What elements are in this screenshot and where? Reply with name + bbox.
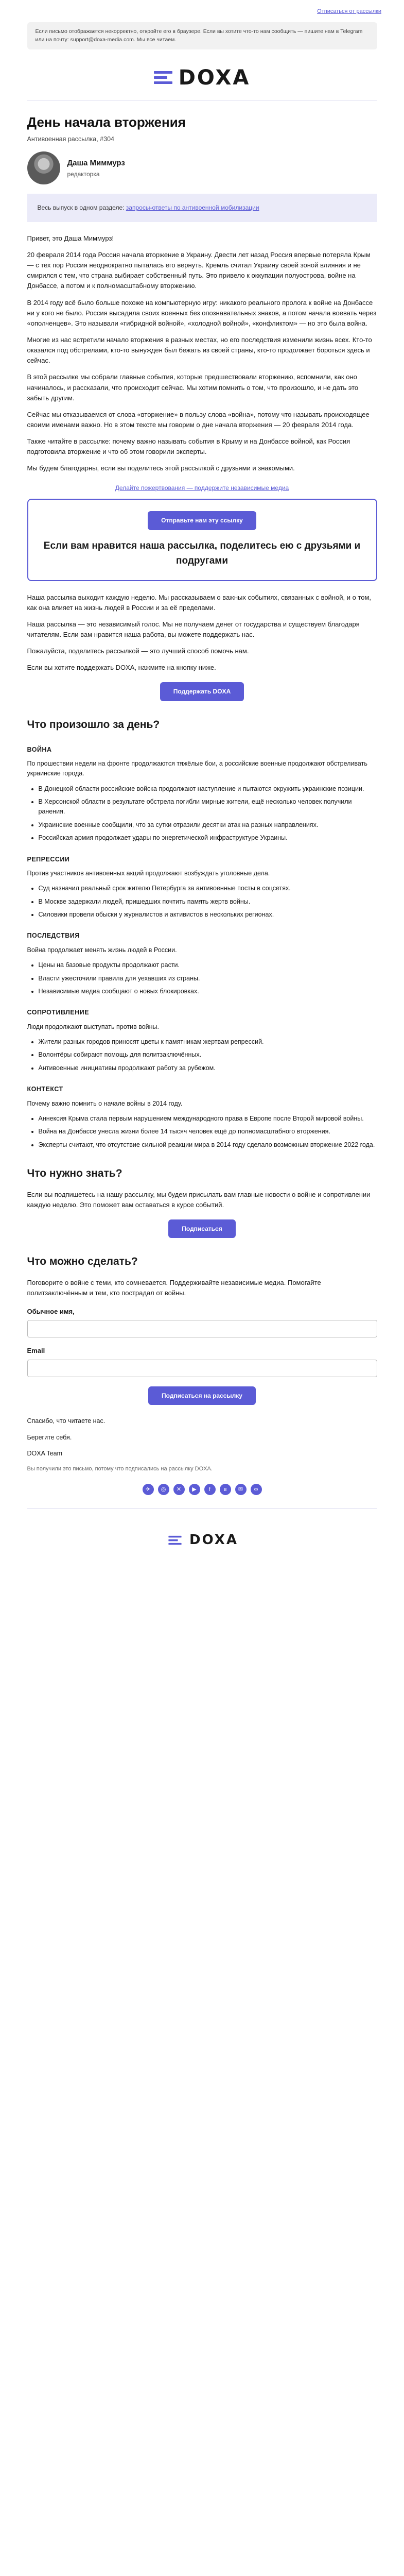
intro-paragraph: 20 февраля 2014 года Россия начала вторжение в Украину. Двести лет назад Россия впервые потеряла Крым — с тех пор Россия неоднократно пыталась его вернуть. Кремль считал Украину своей зоной влияния и не смирился с тем, что страна выбирает собственный путь. Это привело к оккупации полуострова, войне на Донбассе, а потом и к полномасштабному вторжению. <box>27 250 371 290</box>
list-item: • В Херсонской области в результате обстрела погибли мирные жители, ещё несколько человек получили ранения. <box>39 797 377 817</box>
list-item: • Суд назначил реальный срок жителю Петербурга за антивоенные посты в соцсетях. <box>39 884 377 893</box>
name-field-label: Обычное имя, <box>27 1308 75 1316</box>
action-heading: Что можно сделать? <box>27 1256 138 1268</box>
list-item: • Эксперты считают, что отсутствие сильной реакции мира в 2014 году сделало возможным вторжение 2022 года. <box>39 1140 377 1150</box>
section-heading: Что произошло за день? <box>27 719 160 731</box>
share-button[interactable]: Отправьте нам эту ссылку <box>148 511 256 530</box>
news-block-consequences <box>27 931 377 996</box>
support-row <box>27 682 377 701</box>
list-item: • Жители разных городов приносят цветы к памятникам жертвам репрессий. <box>39 1037 377 1047</box>
email-field-label: Email <box>27 1347 45 1355</box>
logo-icon <box>154 70 172 86</box>
signoff-small: Вы получили это письмо, потому что подписались на рассылку DOXA. <box>27 1466 213 1472</box>
block-summary: Почему важно помнить о начале войны в 2014 году. <box>27 1099 183 1107</box>
instagram-icon[interactable]: ◎ <box>158 1484 169 1495</box>
block-summary: Против участников антивоенных акций продолжают возбуждать уголовные дела. <box>27 869 270 877</box>
brand-name: DOXA <box>178 65 251 90</box>
block-list <box>39 960 377 996</box>
email-field[interactable] <box>27 1360 377 1377</box>
facebook-icon[interactable]: f <box>204 1484 216 1495</box>
cta-paragraph: Пожалуйста, поделитесь рассылкой — это лучший способ помочь нам. <box>27 647 249 655</box>
block-summary: Люди продолжают выступать против войны. <box>27 1023 159 1030</box>
intro-paragraph: Многие из нас встретили начало вторжения в разных местах, но его последствия изменили жизнь всех. Кто-то оказался под обстрелами, кто-то вынужден был бежать из своей страны, кто-то продолжает бороться здесь и сейчас. <box>27 335 372 365</box>
knowing-heading: Что нужно знать? <box>27 1167 122 1180</box>
list-item: • Волонтёры собирают помощь для политзаключённых. <box>39 1050 377 1060</box>
donate-link-row <box>27 483 377 493</box>
promo-link[interactable]: запросы-ответы по антивоенной мобилизации <box>126 204 259 212</box>
news-block-war <box>27 745 377 843</box>
knowing-text: Если вы подпишетесь на нашу рассылку, мы будем присылать вам главные новости о войне и сопротивлении каждую неделю. Это поможет вам оставаться в курсе событий. <box>27 1190 371 1209</box>
footer-brand <box>27 1522 377 1571</box>
brand-header <box>27 55 377 100</box>
promo-text: Весь выпуск в одном разделе: <box>37 204 126 212</box>
block-list <box>39 784 377 843</box>
news-block-resistance <box>27 1008 377 1073</box>
logo-icon <box>168 1535 181 1546</box>
support-button[interactable]: Поддержать DOXA <box>160 682 244 701</box>
list-item: • Власти ужесточили правила для уехавших из страны. <box>39 974 377 984</box>
intro-paragraph: Сейчас мы отказываемся от слова «вторжение» в пользу слова «война», потому что называть происходящее своими именами важно. Но в этом тексте мы говорим о дне начала вторжения — 20 февраля 2014 года. <box>27 410 370 429</box>
promo-box <box>27 194 377 222</box>
intro-paragraph: Также читайте в рассылке: почему важно называть события в Крыму и на Донбассе войной, как Россия подготовила вторжение и что об этом говорили эксперты. <box>27 437 350 456</box>
page <box>27 22 377 1571</box>
block-label: СОПРОТИВЛЕНИЕ <box>27 1009 90 1016</box>
intro-section <box>27 233 377 474</box>
name-field[interactable] <box>27 1320 377 1337</box>
unsubscribe-link[interactable]: Отписаться от рассылки <box>317 8 381 14</box>
block-list <box>39 1037 377 1073</box>
mail-icon[interactable]: ✉ <box>235 1484 247 1495</box>
list-item: • Силовики провели обыски у журналистов и активистов в нескольких регионах. <box>39 910 377 920</box>
submit-button[interactable]: Подписаться на рассылку <box>148 1386 256 1405</box>
avatar <box>27 151 60 184</box>
list-item: • Независимые медиа сообщают о новых блокировках. <box>39 987 377 996</box>
social-links <box>27 1484 377 1495</box>
donate-link[interactable]: Делайте пожертвования — поддержите независимые медиа <box>115 484 289 492</box>
intro-paragraph: Привет, это Даша Миммурз! <box>27 234 114 242</box>
signoff-line: Берегите себя. <box>27 1433 72 1441</box>
list-item: • В Донецкой области российские войска продолжают наступление и пытаются окружить украинские позиции. <box>39 784 377 794</box>
cta-paragraph: Наша рассылка выходит каждую неделю. Мы рассказываем о важных событиях, связанных с войной, и о том, как она влияет на жизнь людей в России и за её пределами. <box>27 593 372 612</box>
list-item: • Война на Донбассе унесла жизни более 14 тысяч человек ещё до полномасштабного вторжения. <box>39 1127 377 1137</box>
subscribe-button[interactable]: Подписаться <box>168 1219 235 1239</box>
share-title: Если вам нравится наша рассылка, поделитесь ею с друзьями и подругами <box>43 540 361 567</box>
topbar <box>0 0 404 19</box>
list-item: • В Москве задержали людей, пришедших почтить память жертв войны. <box>39 897 377 907</box>
block-summary: По прошествии недели на фронте продолжаются тяжёлые бои, а российские военные продолжают обстреливать украинские города. <box>27 759 367 777</box>
block-label: КОНТЕКСТ <box>27 1086 63 1093</box>
list-item: • Украинские военные сообщили, что за сутки отразили десятки атак на разных направлениях. <box>39 820 377 830</box>
action-text: Поговорите о войне с теми, кто сомневается. Поддерживайте независимые медиа. Помогайте политзаключённым и тем, кто пострадал от войны. <box>27 1279 321 1297</box>
share-cta <box>27 499 377 581</box>
intro-paragraph: Мы будем благодарны, если вы поделитесь этой рассылкой с друзьями и знакомыми. <box>27 464 295 472</box>
block-list <box>39 1114 377 1150</box>
list-item: • Антивоенные инициативы продолжают работу за рубежом. <box>39 1063 377 1073</box>
news-block-context <box>27 1084 377 1150</box>
signoff <box>27 1416 377 1473</box>
list-item: • Российская армия продолжает удары по энергетической инфраструктуре Украины. <box>39 833 377 843</box>
news-block-repressions <box>27 855 377 920</box>
signoff-line: DOXA Team <box>27 1449 63 1457</box>
link-icon[interactable]: ∞ <box>251 1484 262 1495</box>
author-role: редакторка <box>67 170 100 178</box>
page-title: День начала вторжения <box>27 114 186 130</box>
author-name: Даша Миммурз <box>67 159 125 168</box>
youtube-icon[interactable]: ▶ <box>189 1484 200 1495</box>
twitter-icon[interactable]: ✕ <box>173 1484 185 1495</box>
intro-paragraph: В 2014 году всё было больше похоже на компьютерную игру: никакого реального пролога к войне на Донбассе ни у кого не было. Россия высадила своих военных без опознавательных знаков, а потом начала воевать через «ополченцев». Это называли «гибридной войной», «холодной войной», «конфликтом» — но это была война. <box>27 298 377 327</box>
block-label: ПОСЛЕДСТВИЯ <box>27 932 80 940</box>
cta-paragraph: Наша рассылка — это независимый голос. Мы не получаем денег от государства и существуем благодаря читателям. Если вам нравится наша работа, вы можете поддержать нас. <box>27 620 360 638</box>
notice-banner: Если письмо отображается некорректно, откройте его в браузере. Если вы хотите что-то нам сообщить — пишите нам в Telegram или на почту: support@doxa-media.com. Мы все читаем. <box>27 22 377 49</box>
list-item: • Цены на базовые продукты продолжают расти. <box>39 960 377 970</box>
block-label: РЕПРЕССИИ <box>27 855 70 863</box>
block-label: ВОЙНА <box>27 745 52 753</box>
signoff-line: Спасибо, что читаете нас. <box>27 1417 106 1425</box>
author-block <box>27 151 377 184</box>
subscribe-row <box>27 1219 377 1239</box>
submit-row <box>27 1386 377 1405</box>
vk-icon[interactable]: в <box>220 1484 231 1495</box>
block-summary: Война продолжает менять жизнь людей в России. <box>27 946 177 954</box>
list-item: • Аннексия Крыма стала первым нарушением международного права в Европе после Второй мировой войны. <box>39 1114 377 1124</box>
intro-paragraph: В этой рассылке мы собрали главные события, которые предшествовали вторжению, вспомнили, как оно начиналось, и рассказали, что происходит сейчас. Мы хотим помнить о том, что произошло, и не дать это забыть другим. <box>27 373 359 402</box>
cta-body <box>27 592 377 673</box>
footer-brand-name: DOXA <box>189 1532 238 1548</box>
block-list <box>39 884 377 920</box>
telegram-icon[interactable]: ✈ <box>143 1484 154 1495</box>
cta-paragraph: Если вы хотите поддержать DOXA, нажмите на кнопку ниже. <box>27 664 216 672</box>
page-subtitle: Антивоенная рассылка, #304 <box>27 135 114 143</box>
